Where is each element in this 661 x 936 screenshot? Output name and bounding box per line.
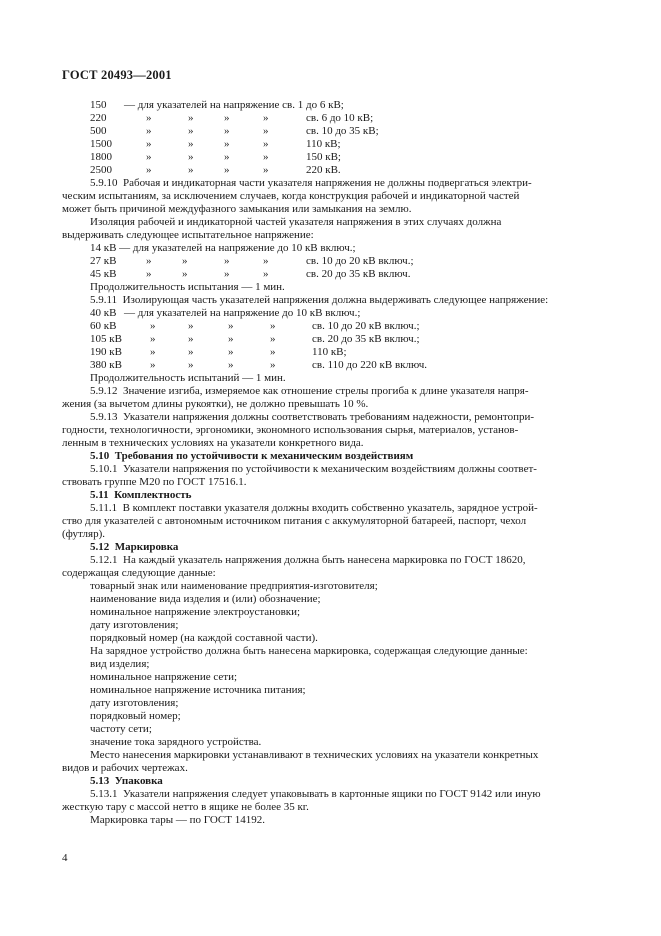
section-heading: 5.11 Комплектность: [90, 489, 192, 501]
page-number: 4: [62, 852, 68, 864]
text-line: »: [150, 320, 156, 332]
text-line: 45 кВ: [90, 268, 117, 280]
text-line: св. 20 до 35 кВ включ.;: [312, 333, 420, 345]
section-heading: 5.13 Упаковка: [90, 775, 163, 787]
text-line: Место нанесения маркировки устанавливают в технических условиях на указатели конкретных: [90, 749, 539, 761]
text-line: »: [224, 138, 230, 150]
text-line: »: [146, 268, 152, 280]
text-line: »: [188, 112, 194, 124]
text-line: дату изготовления;: [90, 697, 179, 709]
text-line: »: [270, 320, 276, 332]
section-heading: 5.12 Маркировка: [90, 541, 179, 553]
text-line: 220: [90, 112, 107, 124]
text-line: »: [224, 255, 230, 267]
text-line: номинальное напряжение источника питания;: [90, 684, 306, 696]
text-line: вид изделия;: [90, 658, 150, 670]
text-line: дату изготовления;: [90, 619, 179, 631]
text-line: 220 кВ.: [306, 164, 341, 176]
text-line: »: [228, 333, 234, 345]
text-line: товарный знак или наименование предприятия-изготовителя;: [90, 580, 378, 592]
text-line: »: [188, 125, 194, 137]
text-line: 150 кВ;: [306, 151, 341, 163]
text-line: »: [224, 268, 230, 280]
text-line: »: [188, 138, 194, 150]
text-line: »: [270, 333, 276, 345]
section-heading: 5.10 Требования по устойчивости к механическим воздействиям: [90, 450, 414, 462]
text-line: »: [188, 333, 194, 345]
text-line: »: [188, 320, 194, 332]
text-line: »: [182, 268, 188, 280]
text-line: 5.9.12 Значение изгиба, измеряемое как отношение стрелы прогиба к длине указателя напря-: [90, 385, 529, 397]
text-line: (футляр).: [62, 528, 106, 540]
text-line: св. 10 до 35 кВ;: [306, 125, 379, 137]
text-line: »: [146, 164, 152, 176]
document-header: ГОСТ 20493—2001: [62, 68, 172, 82]
text-line: »: [150, 346, 156, 358]
text-line: порядковый номер;: [90, 710, 181, 722]
text-line: 110 кВ;: [312, 346, 347, 358]
text-line: частоту сети;: [90, 723, 152, 735]
text-line: Маркировка тары — по ГОСТ 14192.: [90, 814, 265, 826]
text-line: »: [263, 112, 269, 124]
text-line: св. 10 до 20 кВ включ.;: [312, 320, 420, 332]
text-line: »: [224, 164, 230, 176]
text-line: 1800: [90, 151, 112, 163]
text-line: 5.9.11 Изолирующая часть указателей напряжения должна выдерживать следующее напряжение:: [90, 294, 549, 306]
text-line: »: [150, 333, 156, 345]
text-line: »: [263, 151, 269, 163]
text-line: св. 10 до 20 кВ включ.;: [306, 255, 414, 267]
text-line: »: [188, 359, 194, 371]
text-line: »: [263, 164, 269, 176]
text-line: св. 6 до 10 кВ;: [306, 112, 374, 124]
text-line: годности, технологичности, эргономики, экономного использования сырья, материалов, установ-: [62, 424, 519, 436]
text-line: 150: [90, 99, 107, 111]
text-line: »: [146, 125, 152, 137]
text-line: »: [228, 359, 234, 371]
text-line: видов и рабочих чертежах.: [62, 762, 188, 774]
text-line: номинальное напряжение сети;: [90, 671, 238, 683]
text-line: Продолжительность испытаний — 1 мин.: [90, 372, 286, 384]
text-line: наименование вида изделия и (или) обозначение;: [90, 593, 321, 605]
text-line: 5.13.1 Указатели напряжения следует упаковывать в картонные ящики по ГОСТ 9142 или иную: [90, 788, 541, 800]
text-line: »: [263, 268, 269, 280]
text-line: ствовать группе М20 по ГОСТ 17516.1.: [62, 476, 247, 488]
text-line: »: [146, 255, 152, 267]
text-line: »: [146, 138, 152, 150]
text-line: 5.9.13 Указатели напряжения должны соответствовать требованиям надежности, ремонтопри-: [90, 411, 535, 423]
text-line: 380 кВ: [90, 359, 122, 371]
text-line: »: [188, 346, 194, 358]
text-line: »: [146, 112, 152, 124]
text-line: ческим испытаниям, за исключением случаев, когда конструкция рабочей и индикаторной частей: [62, 190, 520, 202]
text-line: порядковый номер (на каждой составной части).: [90, 632, 318, 644]
text-line: »: [228, 346, 234, 358]
text-line: 2500: [90, 164, 112, 176]
text-line: жесткую тару с массой нетто в ящике не более 35 кг.: [62, 801, 309, 813]
text-line: »: [228, 320, 234, 332]
text-line: 5.11.1 В комплект поставки указателя должны входить собственно указатель, зарядное устрой-: [90, 502, 538, 514]
text-line: 105 кВ: [90, 333, 122, 345]
text-line: 5.10.1 Указатели напряжения по устойчивости к механическим воздействиям должны соответ-: [90, 463, 537, 475]
text-line: »: [188, 164, 194, 176]
text-line: — для указателей на напряжение св. 1 до 6 кВ;: [124, 99, 344, 111]
text-line: выдерживать следующее испытательное напряжение:: [62, 229, 314, 241]
text-line: »: [263, 125, 269, 137]
text-line: »: [270, 346, 276, 358]
text-line: »: [224, 151, 230, 163]
text-line: Продолжительность испытания — 1 мин.: [90, 281, 285, 293]
text-line: ство для указателей с автономным источником питания с аккумуляторной батареей, паспорт, чехол: [62, 515, 527, 527]
text-line: »: [150, 359, 156, 371]
text-line: »: [270, 359, 276, 371]
text-line: — для указателей на напряжение до 10 кВ включ.;: [124, 307, 361, 319]
text-line: может быть причиной междуфазного замыкания или замыкания на землю.: [62, 203, 412, 215]
text-line: значение тока зарядного устройства.: [90, 736, 262, 748]
text-line: 14 кВ — для указателей на напряжение до 10 кВ включ.;: [90, 242, 356, 254]
text-line: На зарядное устройство должна быть нанесена маркировка, содержащая следующие данные:: [90, 645, 528, 657]
text-line: 60 кВ: [90, 320, 117, 332]
text-line: 500: [90, 125, 107, 137]
text-line: »: [188, 151, 194, 163]
text-line: »: [263, 255, 269, 267]
text-line: 110 кВ;: [306, 138, 341, 150]
text-line: »: [224, 112, 230, 124]
text-line: номинальное напряжение электроустановки;: [90, 606, 301, 618]
text-line: св. 110 до 220 кВ включ.: [312, 359, 428, 371]
text-line: »: [263, 138, 269, 150]
text-line: 190 кВ: [90, 346, 122, 358]
text-line: жения (за вычетом длины рукоятки), не должно превышать 10 %.: [62, 398, 369, 410]
text-line: 5.9.10 Рабочая и индикаторная части указателя напряжения не должны подвергаться электри-: [90, 177, 532, 189]
text-line: 5.12.1 На каждый указатель напряжения должна быть нанесена маркировка по ГОСТ 18620,: [90, 554, 526, 566]
text-line: »: [182, 255, 188, 267]
text-line: 1500: [90, 138, 112, 150]
text-line: Изоляция рабочей и индикаторной частей указателя напряжения в этих случаях должна: [90, 216, 502, 228]
text-line: 27 кВ: [90, 255, 117, 267]
text-line: св. 20 до 35 кВ включ.: [306, 268, 411, 280]
text-line: ленным в технических условиях на указатели конкретного вида.: [62, 437, 364, 449]
text-line: 40 кВ: [90, 307, 117, 319]
text-line: »: [224, 125, 230, 137]
text-line: »: [146, 151, 152, 163]
text-line: содержащая следующие данные:: [62, 567, 216, 579]
